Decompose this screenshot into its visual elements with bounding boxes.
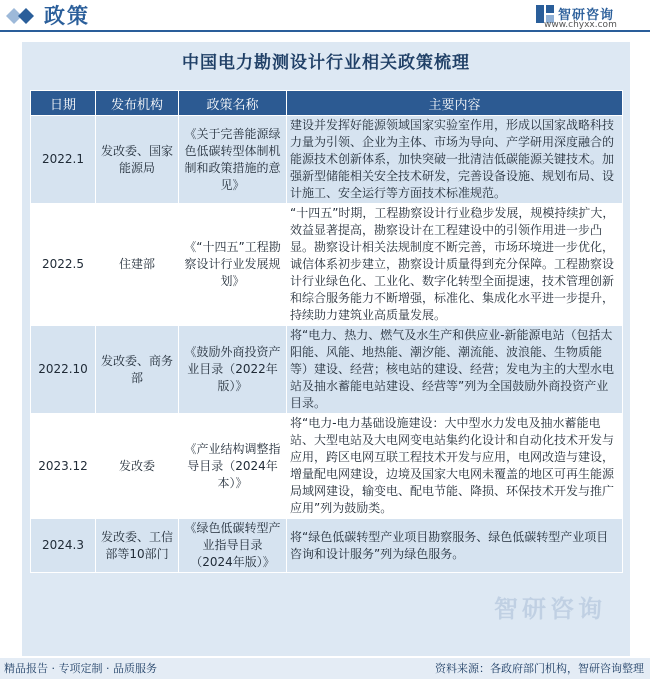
cell-policy-name: 《绿色低碳转型产业指导目录（2024年版）》 — [179, 519, 287, 573]
cell-content: 将“绿色低碳转型产业项目勘察服务、绿色低碳转型产业项目咨询和设计服务”列为绿色服务。 — [287, 519, 623, 573]
logo-url: www.chyxx.com — [544, 20, 617, 30]
table-row — [31, 519, 623, 573]
section-title: 政策 — [44, 4, 90, 28]
table-row — [31, 204, 623, 326]
top-header — [0, 0, 650, 32]
header-policy-name: 政策名称 — [179, 91, 287, 116]
watermark-text: 智研咨询 — [494, 595, 606, 623]
cell-content: 将“电力-电力基础设施建设：大中型水力发电及抽水蓄能电站、大型电站及大电网变电站集约化设计和自动化技术开发与应用，跨区电网互联工程技术开发与应用，电网改造与建设，增量配电网建设，边境及国家大电网未覆盖的地区可再生能源局域网建设，输变电、配电节能、降损、环保技术开发与推广应用”列为鼓励类。 — [287, 414, 623, 519]
cell-org: 发改委、国家能源局 — [96, 116, 179, 204]
table-row — [31, 414, 623, 519]
cell-content: “十四五”时期，工程勘察设计行业稳步发展，规模持续扩大，效益显著提高，勘察设计在工程建设中的引领作用进一步凸显。勘察设计相关法规制度不断完善，市场环境进一步优化，诚信体系初步建立，勘察设计质量得到充分保障。工程勘察设计行业绿色化、工业化、数字化转型全面提速，技术管理创新和综合服务能力不断增强，标准化、集成化水平进一步提升，持续助力建筑业高质量发展。 — [287, 204, 623, 326]
logo-name: 智研咨询 — [558, 8, 615, 23]
policy-panel — [22, 42, 630, 656]
table-row — [31, 116, 623, 204]
diamond-icon — [6, 8, 36, 24]
policy-table — [30, 90, 623, 573]
cell-date: 2024.3 — [31, 519, 96, 573]
cell-content: 将“电力、热力、燃气及水生产和供应业-新能源电站（包括太阳能、风能、地热能、潮汐能、潮流能、波浪能、生物质能等）建设、经营；核电站的建设、经营；发电为主的大型水电站及抽水蓄能电站建设、经营等”列为全国鼓励外商投资产业目录。 — [287, 326, 623, 414]
table-header-row — [31, 91, 623, 116]
cell-policy-name: 《鼓励外商投资产业目录（2022年版）》 — [179, 326, 287, 414]
header-content: 主要内容 — [287, 91, 623, 116]
cell-date: 2022.10 — [31, 326, 96, 414]
header-org: 发布机构 — [96, 91, 179, 116]
cell-policy-name: 《关于完善能源绿色低碳转型体制机制和政策措施的意见》 — [179, 116, 287, 204]
header-date: 日期 — [31, 91, 96, 116]
cell-date: 2022.5 — [31, 204, 96, 326]
cell-date: 2023.12 — [31, 414, 96, 519]
cell-org: 发改委、工信部等10部门 — [96, 519, 179, 573]
cell-org: 住建部 — [96, 204, 179, 326]
footer-slogan: 精品报告 · 专项定制 · 品质服务 — [4, 662, 157, 675]
cell-date: 2022.1 — [31, 116, 96, 204]
table-row — [31, 326, 623, 414]
cell-policy-name: 《产业结构调整指导目录（2024年本）》 — [179, 414, 287, 519]
cell-org: 发改委、商务部 — [96, 326, 179, 414]
cell-org: 发改委 — [96, 414, 179, 519]
footer-bar — [0, 658, 650, 679]
cell-content: 建设并发挥好能源领域国家实验室作用，形成以国家战略科技力量为引领、企业为主体、市场为导向、产学研用深度融合的能源技术创新体系，加快突破一批清洁低碳能源关键技术。加强新型储能相关安全技术研发，完善设备设施、规划布局、设计施工、安全运行等方面技术标准规范。 — [287, 116, 623, 204]
panel-title: 中国电力勘测设计行业相关政策梳理 — [182, 53, 470, 73]
brand-logo — [536, 3, 636, 31]
cell-policy-name: 《“十四五”工程勘察设计行业发展规划》 — [179, 204, 287, 326]
footer-source: 资料来源：各政府部门机构，智研咨询整理 — [435, 662, 644, 675]
